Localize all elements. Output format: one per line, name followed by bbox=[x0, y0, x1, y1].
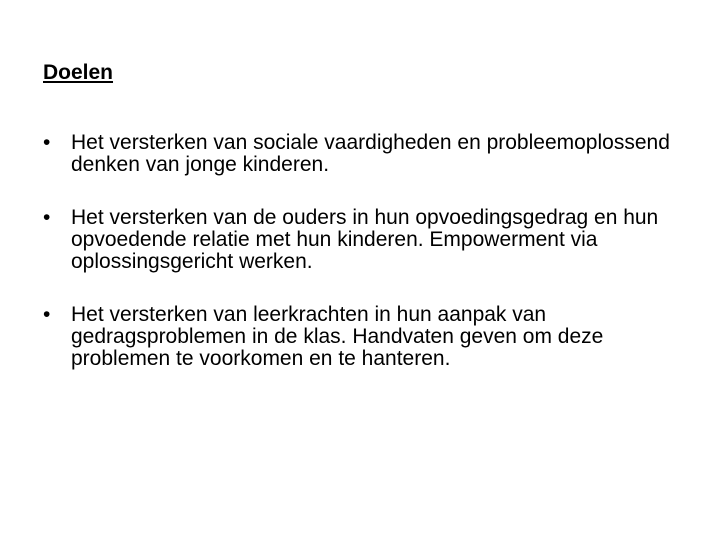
bullet-text: Het versterken van de ouders in hun opvoedingsgedrag en hun opvoedende relatie met hun kinderen. Empowerment via oplossingsgericht werken. bbox=[71, 206, 659, 273]
bullet-text: Het versterken van sociale vaardigheden en probleemoplossend denken van jonge kinderen. bbox=[71, 131, 670, 176]
bullet-item bbox=[43, 207, 703, 273]
bullet-item bbox=[43, 304, 703, 370]
bullet-item bbox=[43, 132, 703, 176]
slide-title: Doelen bbox=[43, 61, 114, 84]
bullet-dot-icon: • bbox=[43, 206, 51, 229]
bullet-list bbox=[43, 132, 703, 401]
bullet-dot-icon: • bbox=[43, 303, 51, 326]
bullet-text: Het versterken van leerkrachten in hun aanpak van gedragsproblemen in de klas. Handvaten geven om deze problemen te voorkomen en te hanteren. bbox=[71, 303, 604, 370]
bullet-dot-icon: • bbox=[43, 131, 51, 154]
